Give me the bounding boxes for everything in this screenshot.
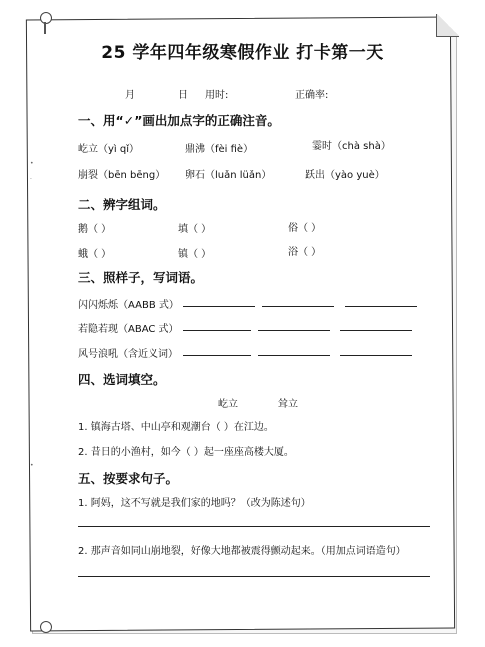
pin-bottom-icon <box>40 621 52 633</box>
word-option: 屹立 <box>218 399 238 410</box>
word-group-item: 蛾（ ） <box>78 249 112 260</box>
word-option: 耸立 <box>278 399 298 410</box>
pattern-label: 闪闪烁烁（AABB 式） <box>78 300 179 311</box>
meta-month: 月 <box>125 90 135 101</box>
pin-stem <box>44 22 46 34</box>
answer-line[interactable] <box>78 526 430 527</box>
pattern-label: 风号浪吼（含近义词） <box>78 349 178 360</box>
word-group-item: 浴（ ） <box>288 247 322 258</box>
answer-line[interactable] <box>258 330 330 331</box>
word-group-item: 填（ ） <box>178 224 212 235</box>
meta-time: 用时: <box>205 90 229 101</box>
pin-icon <box>40 12 52 24</box>
word-group-item: 镇（ ） <box>178 249 212 260</box>
answer-line[interactable] <box>258 355 330 356</box>
answer-line[interactable] <box>183 330 251 331</box>
margin-mark: • <box>30 462 34 469</box>
section1-heading: 一、用“✓”画出加点字的正确注音。 <box>78 113 280 128</box>
pattern-label: 若隐若现（ABAC 式） <box>78 324 179 335</box>
pinyin-item: 屹立（yì qǐ） <box>78 144 140 155</box>
answer-line[interactable] <box>340 330 412 331</box>
section3-heading: 三、照样子，写词语。 <box>78 270 204 285</box>
section5-heading: 五、按要求句子。 <box>78 471 179 486</box>
meta-accuracy: 正确率: <box>295 90 329 101</box>
pinyin-item: 卵石（luǎn lüǎn） <box>185 170 272 181</box>
answer-line[interactable] <box>340 355 412 356</box>
word-group-item: 鹅（ ） <box>78 224 112 235</box>
section2-heading: 二、辨字组词。 <box>78 197 166 212</box>
pinyin-item: 霎时（chà shà） <box>312 141 391 152</box>
answer-line[interactable] <box>345 306 417 307</box>
pinyin-item: 跃出（yào yuè） <box>305 170 385 181</box>
fill-question: 2. 昔日的小渔村，如今（ ）起一座座高楼大厦。 <box>78 447 294 458</box>
answer-line[interactable] <box>183 306 255 307</box>
word-group-item: 俗（ ） <box>288 223 322 234</box>
margin-mark: • <box>30 160 34 167</box>
page-curl <box>436 14 459 37</box>
section4-heading: 四、选词填空。 <box>78 372 166 387</box>
meta-day: 日 <box>178 90 188 101</box>
margin-mark: · <box>30 176 32 183</box>
answer-line[interactable] <box>262 306 334 307</box>
page-title: 25 学年四年级寒假作业 打卡第一天 <box>101 43 384 63</box>
answer-line[interactable] <box>78 576 430 577</box>
rewrite-question: 1. 阿妈，这不写就是我们家的地吗？（改为陈述句） <box>78 498 311 509</box>
fill-question: 1. 镇海古塔、中山亭和观潮台（ ）在江边。 <box>78 422 274 433</box>
pinyin-item: 鼎沸（fèi fiè） <box>185 144 254 155</box>
rewrite-question: 2. 那声音如同山崩地裂，好像大地都被震得颤动起来。（用加点词语造句） <box>78 546 406 557</box>
answer-line[interactable] <box>183 355 251 356</box>
pinyin-item: 崩裂（bēn bēng） <box>78 170 166 181</box>
